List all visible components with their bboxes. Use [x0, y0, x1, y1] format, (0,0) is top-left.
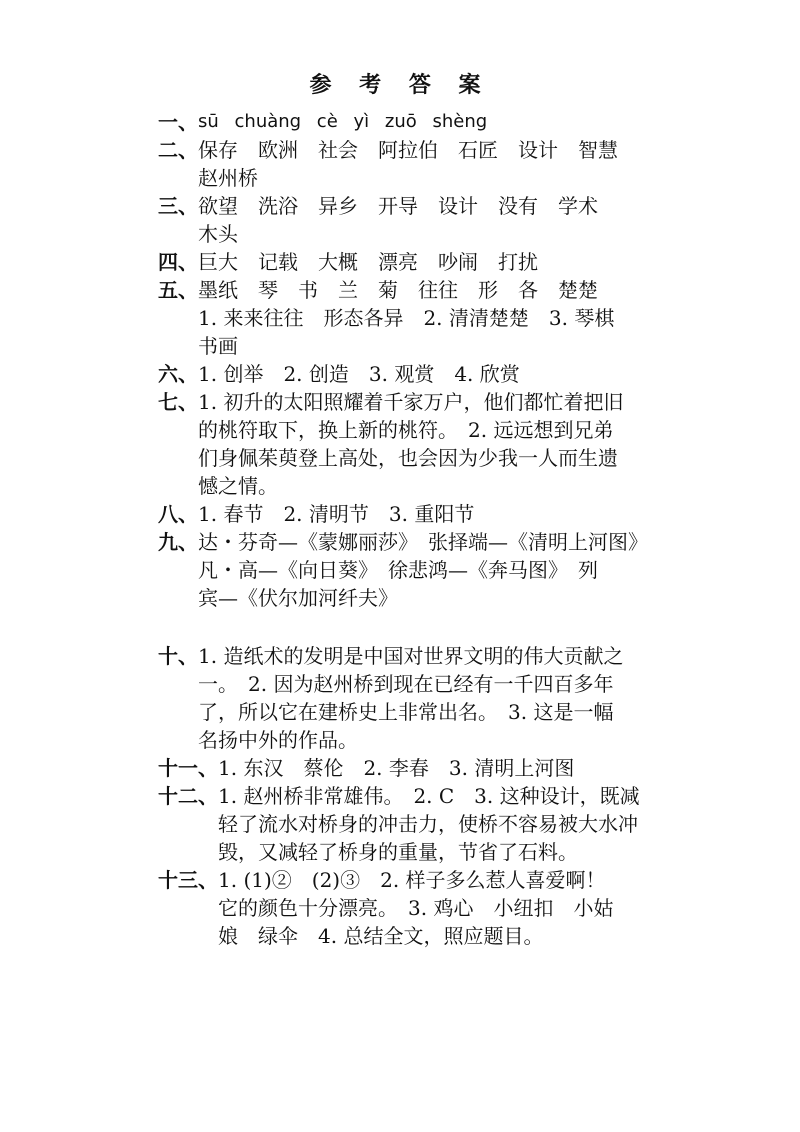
item-number: 四、 — [158, 250, 198, 274]
page-title: 参 考 答 案 — [309, 73, 491, 98]
item-line: 1. (1)② (2)③ 2. 样子多么惹人喜爱啊！ — [218, 868, 606, 892]
answer-item-1 — [158, 108, 648, 136]
item-line: 娘 绿伞 4. 总结全文，照应题目。 — [218, 924, 544, 948]
item-line: 赵州桥 — [198, 166, 258, 190]
item-line: 们身佩茱萸登上高处，也会因为少我一人而生遗 — [198, 446, 618, 470]
item-line: 轻了流水对桥身的冲击力，使桥不容易被大水冲 — [218, 812, 638, 836]
item-number: 五、 — [158, 278, 198, 302]
answer-item-11 — [158, 754, 648, 782]
item-number: 九、 — [158, 530, 198, 554]
item-line: 木头 — [198, 222, 238, 246]
answer-item-13 — [158, 866, 648, 950]
item-line: 憾之情。 — [198, 474, 278, 498]
item-number: 一、 — [158, 110, 198, 134]
item-number: 十一、 — [158, 756, 218, 780]
item-line: 书画 — [198, 334, 238, 358]
item-number: 十三、 — [158, 868, 218, 892]
answer-item-7 — [158, 388, 648, 500]
item-line: 名扬中外的作品。 — [198, 728, 358, 752]
item-number: 三、 — [158, 194, 198, 218]
answer-item-5 — [158, 276, 648, 360]
item-line: 1. 东汉 蔡伦 2. 李春 3. 清明上河图 — [218, 756, 575, 780]
answer-item-3 — [158, 192, 648, 248]
item-line: 欲望 洗浴 异乡 开导 设计 没有 学术 — [198, 194, 598, 218]
item-number: 十、 — [158, 644, 198, 668]
item-line: 一。 2. 因为赵州桥到现在已经有一千四百多年 — [198, 672, 614, 696]
item-line: 的桃符取下，换上新的桃符。 2. 远远想到兄弟 — [198, 418, 614, 442]
item-line: sū chuàng cè yì zuō shèng — [198, 111, 488, 132]
item-line: 巨大 记载 大概 漂亮 吵闹 打扰 — [198, 250, 538, 274]
answer-item-2 — [158, 136, 648, 192]
item-line: 1. 造纸术的发明是中国对世界文明的伟大贡献之 — [198, 644, 624, 668]
item-number: 二、 — [158, 138, 198, 162]
item-line: 保存 欧洲 社会 阿拉伯 石匠 设计 智慧 — [198, 138, 618, 162]
item-line: 它的颜色十分漂亮。 3. 鸡心 小纽扣 小姑 — [218, 896, 614, 920]
answer-item-8 — [158, 500, 648, 528]
item-line: 毁，又减轻了桥身的重量，节省了石料。 — [218, 840, 578, 864]
item-line: 1. 创举 2. 创造 3. 观赏 4. 欣赏 — [198, 362, 520, 386]
item-line: 1. 春节 2. 清明节 3. 重阳节 — [198, 502, 475, 526]
answer-item-9 — [158, 528, 648, 612]
item-line: 1. 赵州桥非常雄伟。 2. C 3. 这种设计，既减 — [218, 784, 640, 808]
answer-item-6 — [158, 360, 648, 388]
answer-item-4 — [158, 248, 648, 276]
item-number: 十二、 — [158, 784, 218, 808]
item-line: 达・芬奇—《蒙娜丽莎》 张择端—《清明上河图》 — [198, 530, 648, 554]
item-line: 了，所以它在建桥史上非常出名。 3. 这是一幅 — [198, 700, 614, 724]
answer-list — [158, 108, 648, 950]
item-number: 六、 — [158, 362, 198, 386]
item-line: 宾—《伏尔加河纤夫》 — [198, 586, 398, 610]
answer-item-12 — [158, 782, 648, 866]
item-line: 凡・高—《向日葵》 徐悲鸿—《奔马图》 列 — [198, 558, 598, 582]
item-line: 1. 来来往往 形态各异 2. 清清楚楚 3. 琴棋 — [198, 306, 615, 330]
item-line: 1. 初升的太阳照耀着千家万户，他们都忙着把旧 — [198, 390, 624, 414]
item-line: 墨纸 琴 书 兰 菊 往往 形 各 楚楚 — [198, 278, 598, 302]
item-number: 八、 — [158, 502, 198, 526]
section-spacer — [158, 612, 648, 642]
item-number: 七、 — [158, 390, 198, 414]
answer-item-10 — [158, 642, 648, 754]
